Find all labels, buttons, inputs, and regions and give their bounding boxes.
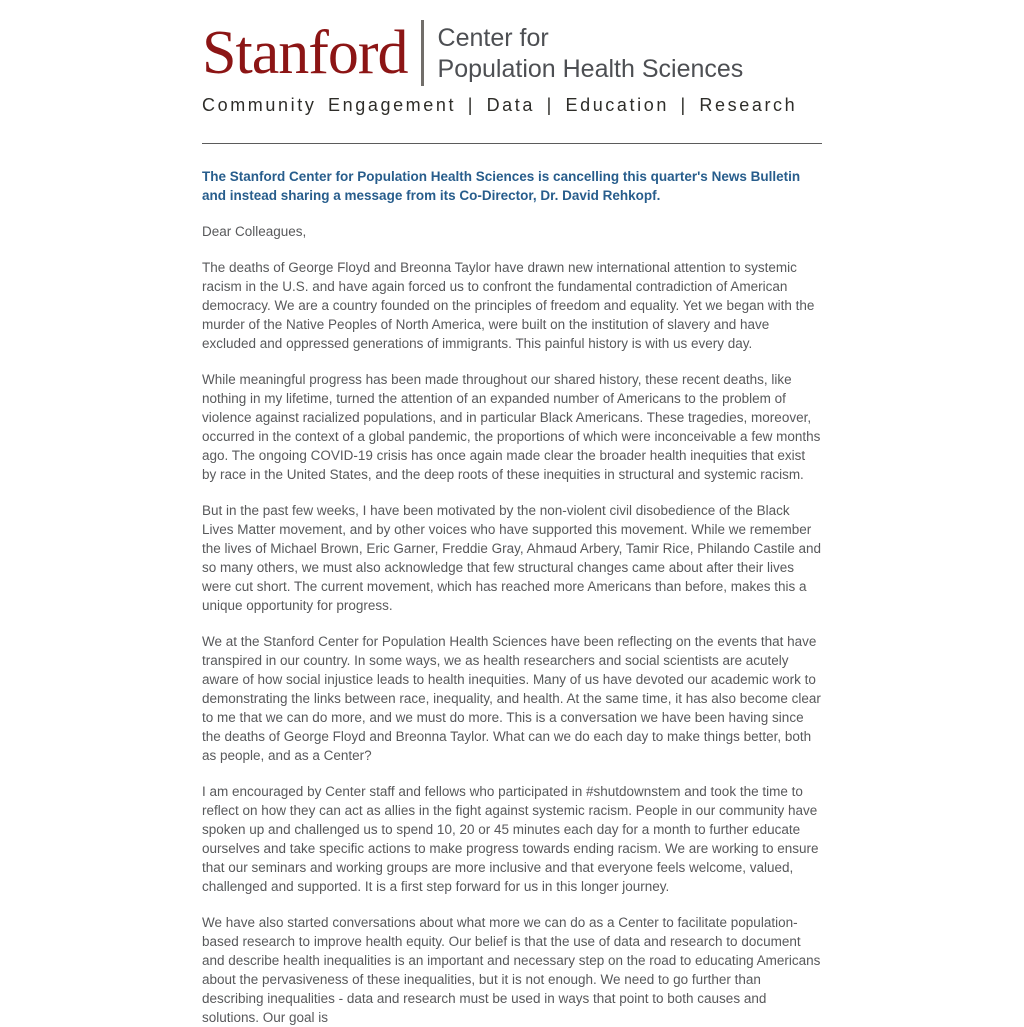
header — [202, 20, 822, 144]
message-headline: The Stanford Center for Population Health Sciences is cancelling this quarter's News Bulletin and instead sharing a message from its Co-Director, Dr. David Rehkopf. — [202, 169, 801, 203]
org-name-line2: Population Health Sciences — [437, 55, 744, 83]
org-name-line1: Center for — [437, 24, 549, 52]
salutation: Dear Colleagues, — [202, 224, 307, 239]
stanford-wordmark: Stanford — [202, 19, 408, 87]
body-paragraph: We at the Stanford Center for Population Health Sciences have been reflecting on the events that have transpired in our country. In some ways, we as health researchers and social scientists are acutely aware of how social injustice leads to health inequities. Many of us have devoted our academic work to demonstrating the links between race, inequality, and health. At the same time, it has also become clear to me that we can do more, and we must do more. This is a conversation we have been having since the deaths of George Floyd and Breonna Taylor. What can we do each day to make things better, both as people, and as a Center? — [202, 634, 821, 763]
message-body — [202, 167, 822, 1027]
org-name — [438, 20, 744, 86]
body-paragraph: I am encouraged by Center staff and fellows who participated in #shutdownstem and took the time to reflect on how they can act as allies in the fight against systemic racism. People in our community have spoken up and challenged us to spend 10, 20 or 45 minutes each day for a month to further educate ourselves and take specific actions to make progress towards ending racism. We are working to ensure that our seminars and working groups are more inclusive and that everyone feels welcome, valued, challenged and supported. It is a first step forward for us in this longer journey. — [202, 784, 819, 894]
body-paragraph: We have also started conversations about what more we can do as a Center to facilitate population-based research to improve health equity. Our belief is that the use of data and research to document and describe health inequalities is an important and necessary step on the road to educating Americans about the pervasiveness of these inequalities, but it is not enough. We need to go further than describing inequalities - data and research must be used in ways that point to both causes and solutions. Our goal is — [202, 915, 821, 1025]
tagline: Community Engagement | Data | Education | Research — [202, 95, 798, 115]
stanford-phs-logo — [202, 20, 822, 86]
body-paragraph: But in the past few weeks, I have been motivated by the non-violent civil disobedience of the Black Lives Matter movement, and by other voices who have supported this movement. While we remember the lives of Michael Brown, Eric Garner, Freddie Gray, Ahmaud Arbery, Tamir Rice, Philando Castile and so many others, we must also acknowledge that few structural changes came about after their lives were cut short. The current movement, which has reached more Americans than before, makes this a unique opportunity for progress. — [202, 503, 822, 613]
body-paragraph: While meaningful progress has been made throughout our shared history, these recent deaths, like nothing in my lifetime, turned the attention of an expanded number of Americans to the problem of violence against racialized populations, and in particular Black Americans. These tragedies, moreover, occurred in the context of a global pandemic, the proportions of which were inconceivable a few months ago. The ongoing COVID-19 crisis has once again made clear the broader health inequities that exist by race in the United States, and the deep roots of these inequities in structural and systemic racism. — [202, 372, 821, 482]
logo-divider — [421, 20, 424, 86]
email-page — [202, 0, 822, 1027]
body-paragraph: The deaths of George Floyd and Breonna Taylor have drawn new international attention to systemic racism in the U.S. and have again forced us to confront the fundamental contradiction of American democracy. We are a country founded on the principles of freedom and equality. Yet we began with the murder of the Native Peoples of North America, were built on the institution of slavery and have excluded and oppressed generations of immigrants. This painful history is with us every day. — [202, 260, 815, 351]
header-rule — [202, 143, 822, 144]
